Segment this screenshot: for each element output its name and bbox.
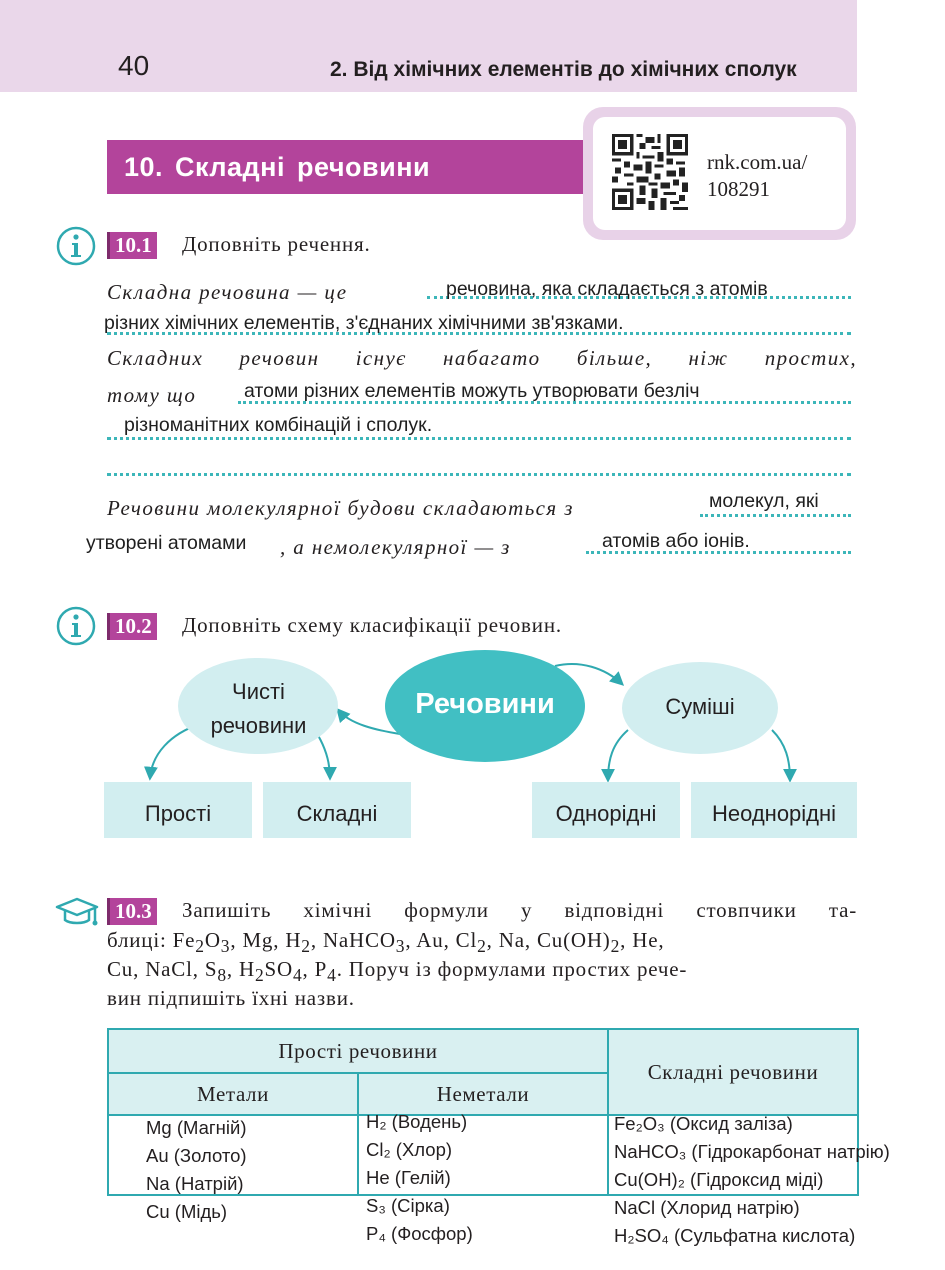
complex-item[interactable]: NaHCO₃ (Гідрокарбонат натрію) xyxy=(614,1141,890,1162)
answer-2-line-1[interactable]: атоми різних елементів можуть утворювати безліч xyxy=(244,380,700,402)
answer-2-line-2[interactable]: різноманітних комбінацій і сполук. xyxy=(124,414,433,436)
metal-item[interactable]: Cu (Мідь) xyxy=(146,1201,228,1222)
answer-line xyxy=(700,514,851,517)
qr-url-code[interactable]: 108291 xyxy=(707,177,770,201)
nonmetal-item[interactable]: S₃ (Сірка) xyxy=(366,1195,450,1216)
node-mixtures-label: Суміші xyxy=(665,694,735,719)
complex-item[interactable]: NaCl (Хлорид натрію) xyxy=(614,1197,800,1218)
task-number-10-3: 10.3 xyxy=(107,898,157,925)
node-pure-label-1: Чисті xyxy=(232,679,285,704)
complex-item[interactable]: Fe₂O₃ (Оксид заліза) xyxy=(614,1113,793,1134)
complex-list xyxy=(614,1110,890,1250)
section-title: 10. Складні речовини xyxy=(124,152,431,182)
metal-item[interactable]: Au (Золото) xyxy=(146,1145,247,1166)
task3-line-4: вин підпишіть їхні назви. xyxy=(107,986,355,1010)
answer-line xyxy=(107,437,851,440)
answer-1-line-1[interactable]: речовина, яка складається з атомів xyxy=(446,278,768,300)
header-simple-substances: Прості речовини xyxy=(108,1029,608,1073)
task3-line-3: Cu, NaCl, $S_8$, $H_2SO_4$, $P_4$. Поруч із формулами простих рече- xyxy=(107,957,688,986)
answer-line xyxy=(107,473,851,476)
qr-code-icon[interactable] xyxy=(612,134,688,210)
nonmetal-item[interactable]: He (Гелій) xyxy=(366,1167,451,1188)
metals-list xyxy=(146,1114,247,1226)
header-complex-substances: Складні речовини xyxy=(608,1029,858,1115)
nonmetal-item[interactable]: Cl₂ (Хлор) xyxy=(366,1139,453,1160)
box-complex-label: Складні xyxy=(296,801,378,826)
graduation-cap-icon xyxy=(54,895,100,931)
node-pure-label-2: речовини xyxy=(210,713,307,738)
answer-3-line-2[interactable]: утворені атомами xyxy=(86,532,247,554)
prompt-molecular: Речовини молекулярної будови складаються з xyxy=(107,496,574,520)
info-icon xyxy=(56,226,96,266)
answer-3-line-1[interactable]: молекул, які xyxy=(709,490,819,512)
task3-line-1: Запишіть хімічні формули у відповідні стовпчики та- xyxy=(182,898,857,922)
task-number-10-1: 10.1 xyxy=(107,232,157,259)
node-substances-label: Речовини xyxy=(415,688,555,720)
box-homogeneous-label: Однорідні xyxy=(555,801,657,826)
answer-3-end[interactable]: атомів або іонів. xyxy=(602,530,750,552)
task-number-10-2: 10.2 xyxy=(107,613,157,640)
header-nonmetals: Неметали xyxy=(358,1073,608,1115)
prompt-nonmolecular: , а немолекулярної — з xyxy=(280,535,511,559)
box-simple-label: Прості xyxy=(144,801,212,826)
nonmetal-item[interactable]: P₄ (Фосфор) xyxy=(366,1223,473,1244)
nonmetal-item[interactable]: H₂ (Водень) xyxy=(366,1111,468,1132)
arrow-to-homogeneous xyxy=(608,730,628,780)
prompt-complex-substance: Складна речовина — це xyxy=(107,280,348,304)
prompt-because: тому що xyxy=(107,383,197,407)
prompt-more-complex: Складних речовин існує набагато більше, ніж простих, xyxy=(107,346,857,370)
task-instruction-10-2: Доповніть схему класифікації речовин. xyxy=(182,613,562,637)
complex-item[interactable]: Cu(OH)₂ (Гідроксид міді) xyxy=(614,1169,824,1190)
node-pure-label xyxy=(186,675,331,743)
chapter-title: 2. Від хімічних елементів до хімічних сполук xyxy=(330,58,797,81)
arrow-to-heterogeneous xyxy=(772,730,790,780)
task-instruction-10-1: Доповніть речення. xyxy=(182,232,371,256)
page-number: 40 xyxy=(118,50,150,81)
complex-item[interactable]: H₂SO₄ (Сульфатна кислота) xyxy=(614,1225,856,1246)
nonmetals-list xyxy=(366,1108,473,1248)
metal-item[interactable]: Na (Натрій) xyxy=(146,1173,244,1194)
answer-1-line-2[interactable]: різних хімічних елементів, з'єднаних хімічними зв'язками. xyxy=(104,312,624,334)
task3-line-2: блиці: $Fe_2O_3$, Mg, $H_2$, NaHCO$_3$, Au, $Cl_2$, Na, $Cu(OH)_2$, He, xyxy=(107,928,665,957)
info-icon xyxy=(56,606,96,646)
metal-item[interactable]: Mg (Магній) xyxy=(146,1117,247,1138)
box-heterogeneous-label: Неоднорідні xyxy=(711,801,837,826)
header-metals: Метали xyxy=(108,1073,358,1115)
qr-url[interactable]: rnk.com.ua/ xyxy=(707,150,808,174)
